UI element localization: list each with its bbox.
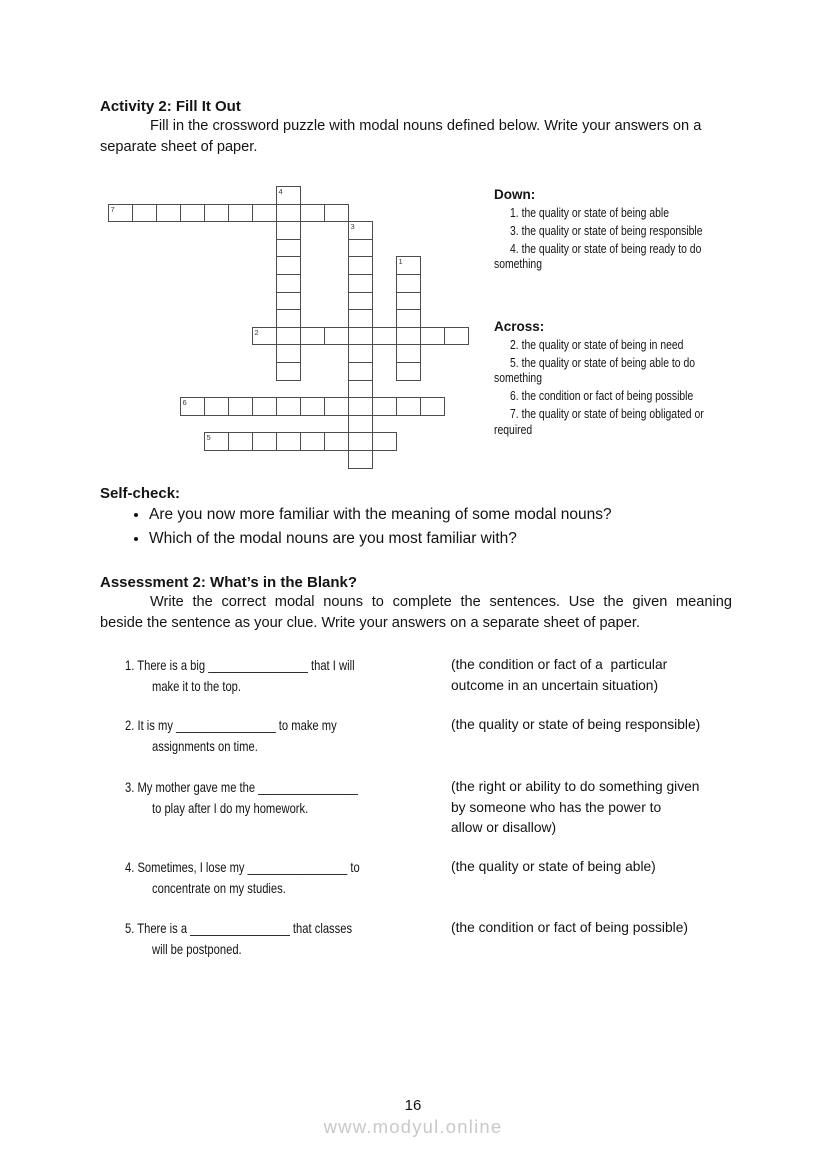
item-clue-line: outcome in an uncertain situation)	[451, 677, 659, 693]
clue-line	[494, 406, 764, 421]
self-check-list	[100, 503, 789, 551]
crossword-cell	[276, 256, 301, 275]
crossword-number: 7	[110, 204, 115, 214]
crossword-cell	[252, 397, 277, 416]
crossword-cell	[420, 327, 445, 346]
item-clue-line: (the condition or fact of being possible)	[451, 920, 688, 935]
crossword-cell	[228, 432, 253, 451]
across-clues-panel	[494, 319, 764, 439]
assessment-heading: Assessment 2: What’s in the Blank?	[100, 574, 358, 591]
crossword-cell	[276, 344, 301, 363]
item-sentence-text: to play after I do my homework.	[152, 799, 309, 816]
clue-item	[494, 223, 764, 238]
clue-text: 1. the quality or state of being able	[510, 205, 669, 220]
crossword-cell	[276, 397, 301, 416]
crossword-cell	[132, 204, 157, 223]
crossword-cell	[348, 327, 373, 346]
item-sentence	[125, 857, 455, 898]
crossword-cell	[276, 292, 301, 311]
clue-line	[494, 337, 764, 352]
crossword-number: 3	[350, 222, 355, 232]
item-sentence	[125, 918, 455, 959]
item-clue	[451, 918, 761, 939]
assessment-instructions-line: beside the sentence as your clue. Write your answers on a separate sheet of paper.	[100, 614, 641, 631]
crossword-cell	[156, 204, 181, 223]
crossword-cell	[348, 309, 373, 328]
item-sentence-text: 4. Sometimes, I lose my ________________ to	[125, 859, 360, 875]
clue-text: 7. the quality or state of being obligated or	[510, 406, 704, 422]
item-clue	[451, 715, 761, 736]
clue-line	[494, 370, 764, 385]
crossword-cell	[348, 432, 373, 451]
clue-line	[494, 241, 764, 256]
page-number: 16	[404, 1097, 422, 1114]
item-sentence-line	[125, 878, 455, 899]
clue-text: something	[494, 256, 542, 272]
crossword-cell	[396, 274, 421, 293]
crossword-cell	[180, 204, 205, 223]
crossword-cell	[444, 327, 469, 346]
crossword-cell	[324, 327, 349, 346]
item-sentence-text: 2. It is my ________________ to make my	[125, 717, 337, 733]
clue-line	[494, 223, 764, 238]
item-sentence	[125, 655, 455, 696]
crossword-cell	[396, 397, 421, 416]
crossword-cell	[276, 432, 301, 451]
self-check-item: • Are you now more familiar with the meaning of some modal nouns?	[149, 503, 789, 527]
crossword-cell	[252, 204, 277, 223]
crossword-cell	[396, 362, 421, 381]
activity-instructions	[100, 116, 732, 158]
clue-item	[494, 337, 764, 352]
clue-text: 4. the quality or state of being ready to do	[510, 240, 702, 256]
crossword-cell	[348, 344, 373, 363]
crossword-cell	[348, 380, 373, 399]
crossword-cell	[348, 292, 373, 311]
item-sentence-text: 1. There is a big ________________ that I will	[125, 657, 355, 673]
clue-text: 3. the quality or state of being responsible	[510, 222, 703, 238]
clue-item	[494, 388, 764, 403]
down-clues-panel	[494, 187, 764, 274]
clue-item	[494, 355, 764, 386]
crossword-cell	[228, 397, 253, 416]
down-clues-label: Down:	[494, 187, 536, 202]
crossword-cell	[204, 397, 229, 416]
crossword-cell	[372, 327, 397, 346]
clue-text: 2. the quality or state of being in need	[510, 337, 684, 352]
crossword-cell	[300, 327, 325, 346]
item-sentence	[125, 715, 455, 756]
clue-text: 5. the quality or state of being able to do	[510, 354, 696, 370]
crossword-cell	[348, 256, 373, 275]
crossword-cell	[372, 397, 397, 416]
clue-line	[494, 422, 764, 437]
crossword-cell	[276, 274, 301, 293]
crossword-cell	[348, 397, 373, 416]
crossword-cell	[300, 432, 325, 451]
item-sentence-text: will be postponed.	[152, 940, 242, 957]
crossword-cell	[396, 344, 421, 363]
crossword-cell	[396, 309, 421, 328]
crossword-cell	[276, 309, 301, 328]
clue-item	[494, 205, 764, 220]
crossword-cell	[276, 327, 301, 346]
item-sentence-line	[125, 918, 455, 939]
item-sentence-line	[125, 857, 455, 878]
crossword-cell	[348, 274, 373, 293]
item-sentence	[125, 777, 455, 818]
clue-item	[494, 406, 764, 437]
item-sentence-line	[125, 939, 455, 960]
item-sentence-text: concentrate on my studies.	[152, 879, 286, 896]
watermark: www.modyul.online	[323, 1116, 503, 1137]
across-clues-label: Across:	[494, 319, 545, 334]
crossword-cell	[300, 204, 325, 223]
crossword-number: 5	[206, 433, 211, 443]
activity-instructions-line: separate sheet of paper.	[100, 138, 258, 155]
crossword-number: 4	[278, 187, 283, 196]
item-clue-line: (the right or ability to do something given	[451, 779, 700, 794]
item-clue-line: (the quality or state of being responsible)	[451, 717, 701, 732]
down-clues-list	[494, 205, 764, 272]
item-sentence-line	[125, 798, 455, 819]
item-clue	[451, 857, 761, 878]
item-clue-line: (the quality or state of being able)	[451, 859, 656, 874]
assessment-instructions-line: Write the correct modal nouns to complete the sentences. Use the given meaning	[150, 594, 732, 610]
clue-text: something	[494, 370, 542, 386]
crossword-cell	[252, 432, 277, 451]
crossword-cell	[324, 397, 349, 416]
crossword-cell	[324, 204, 349, 223]
clue-item	[494, 241, 764, 272]
clue-line	[494, 256, 764, 271]
item-sentence-text: 3. My mother gave me the ________________	[125, 779, 358, 795]
item-sentence-line	[125, 655, 455, 676]
crossword-cell	[420, 397, 445, 416]
clue-line	[494, 205, 764, 220]
crossword-cell	[276, 239, 301, 258]
crossword-cell	[372, 432, 397, 451]
item-sentence-line	[125, 715, 455, 736]
crossword-number: 1	[398, 257, 403, 267]
crossword-cell	[348, 450, 373, 469]
self-check-item: • Which of the modal nouns are you most familiar with?	[149, 527, 789, 551]
item-clue-line: allow or disallow)	[451, 820, 557, 836]
crossword-cell	[324, 432, 349, 451]
item-sentence-text: assignments on time.	[152, 737, 258, 754]
item-sentence-line	[125, 777, 455, 798]
assessment-instructions	[100, 592, 732, 634]
item-clue-line: by someone who has the power to	[451, 799, 662, 815]
crossword-cell	[228, 204, 253, 223]
clue-line	[494, 355, 764, 370]
crossword-cell	[276, 362, 301, 381]
crossword-cell	[300, 397, 325, 416]
activity-heading: Activity 2: Fill It Out	[100, 98, 241, 115]
crossword-cell	[348, 362, 373, 381]
item-clue	[451, 655, 761, 696]
across-clues-list	[494, 337, 764, 437]
item-clue-line: (the condition or fact of a particular	[451, 657, 668, 672]
item-clue	[451, 777, 761, 839]
item-sentence-text: make it to the top.	[152, 677, 242, 694]
crossword-cell	[396, 292, 421, 311]
clue-text: required	[494, 421, 533, 437]
activity-instructions-line: Fill in the crossword puzzle with modal nouns defined below. Write your answers on a	[150, 118, 702, 134]
item-sentence-text: 5. There is a ________________ that classes	[125, 920, 353, 936]
crossword-cell	[204, 204, 229, 223]
item-sentence-line	[125, 736, 455, 757]
clue-text: 6. the condition or fact of being possible	[510, 388, 694, 404]
crossword-number: 6	[182, 398, 187, 408]
crossword-cell	[348, 239, 373, 258]
crossword-number: 2	[254, 327, 259, 337]
crossword-cell	[276, 221, 301, 240]
crossword-cell	[396, 327, 421, 346]
clue-line	[494, 388, 764, 403]
crossword-cell	[276, 204, 301, 223]
self-check-heading: Self-check:	[100, 485, 181, 502]
item-sentence-line	[125, 676, 455, 697]
crossword-cell	[348, 415, 373, 434]
